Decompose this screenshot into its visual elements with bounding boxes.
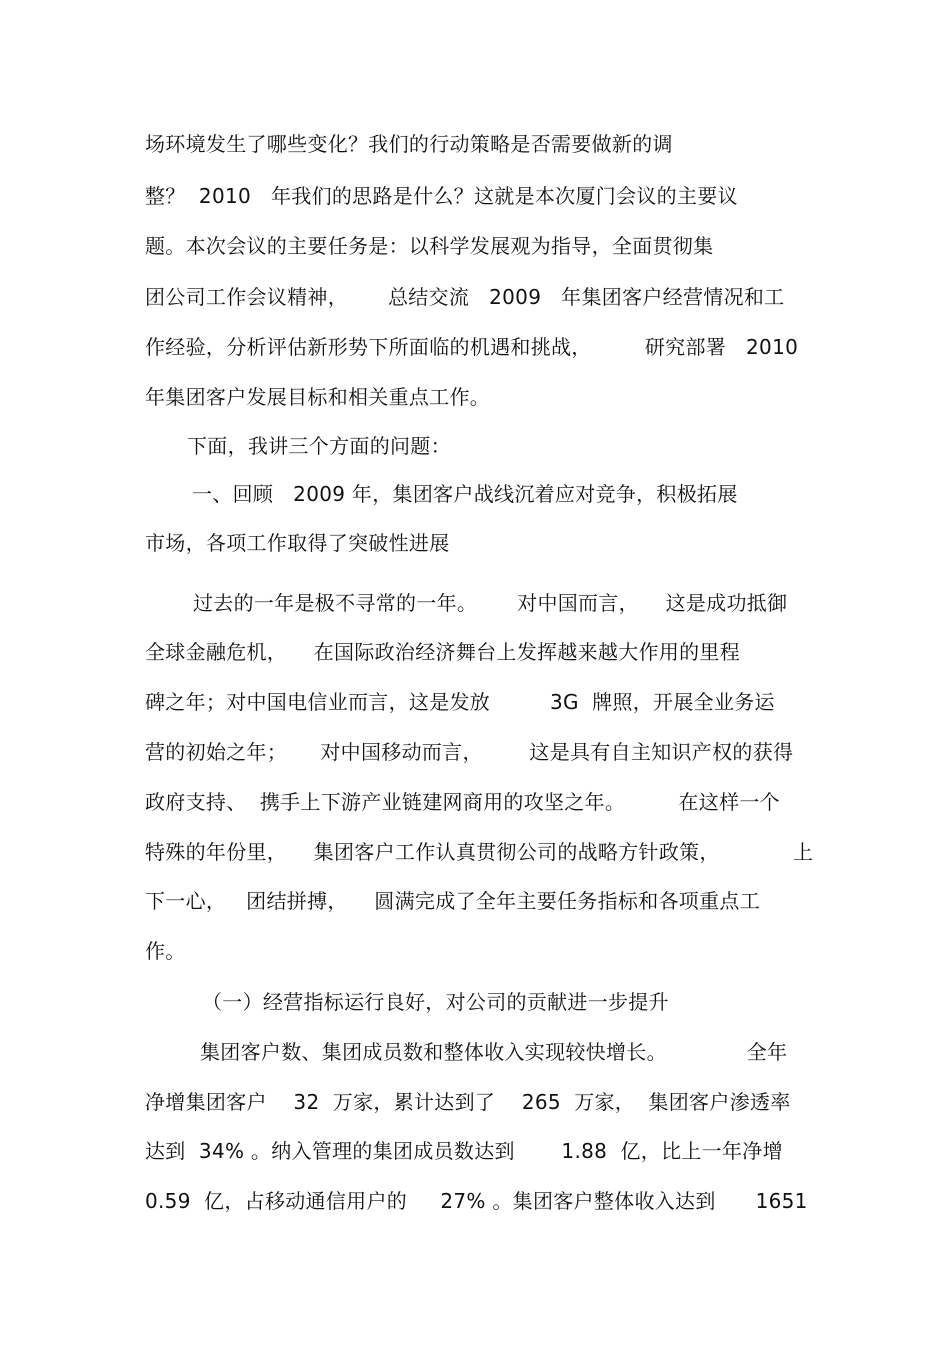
section-heading-1: 一、回顾 2009 年，集团客户战线沉着应对竞争，积极拓展 xyxy=(192,482,738,506)
text-line-10: 过去的一年是极不寻常的一年。 对中国而言， 这是成功抵御 xyxy=(193,591,788,615)
text-line-7: 下面，我讲三个方面的问题： xyxy=(187,434,451,458)
text-line-6: 年集团客户发展目标和相关重点工作。 xyxy=(145,385,491,409)
text-line-14: 政府支持、 携手上下游产业链建网商用的攻坚之年。 在这样一个 xyxy=(145,790,780,814)
text-line-13: 营的初始之年； 对中国移动而言， 这是具有自主知识产权的获得 xyxy=(145,740,794,764)
section-heading-1-cont: 市场，各项工作取得了突破性进展 xyxy=(145,531,450,555)
text-line-20: 净增集团客户 32 万家，累计达到了 265 万家， 集团客户渗透率 xyxy=(145,1090,791,1114)
text-line-4: 团公司工作会议精神， 总结交流 2009 年集团客户经营情况和工 xyxy=(145,285,785,309)
text-line-12: 碑之年；对中国电信业而言，这是发放 3G 牌照，开展全业务运 xyxy=(145,690,775,714)
text-line-16: 下一心， 团结拼搏， 圆满完成了全年主要任务指标和各项重点工 xyxy=(145,889,761,913)
text-line-21: 达到 34% 。纳入管理的集团成员数达到 1.88 亿，比上一年净增 xyxy=(145,1139,783,1163)
text-line-11: 全球金融危机， 在国际政治经济舞台上发挥越来越大作用的里程 xyxy=(145,640,741,664)
text-line-2: 整？ 2010 年我们的思路是什么？这就是本次厦门会议的主要议 xyxy=(145,184,738,208)
text-line-15: 特殊的年份里， 集团客户工作认真贯彻公司的战略方针政策， 上 xyxy=(145,840,814,864)
text-line-5: 作经验，分析评估新形势下所面临的机遇和挑战， 研究部署 2010 xyxy=(145,335,799,359)
text-line-22: 0.59 亿，占移动通信用户的 27% 。集团客户整体收入达到 1651 xyxy=(145,1189,808,1213)
text-line-3: 题。本次会议的主要任务是：以科学发展观为指导，全面贯彻集 xyxy=(145,234,714,258)
subsection-heading-1: （一）经营指标运行良好，对公司的贡献进一步提升 xyxy=(202,990,669,1014)
text-line-17: 作。 xyxy=(145,939,186,963)
text-line-19: 集团客户数、集团成员数和整体收入实现较快增长。 全年 xyxy=(200,1040,788,1064)
text-line-1: 场环境发生了哪些变化？我们的行动策略是否需要做新的调 xyxy=(145,132,673,156)
